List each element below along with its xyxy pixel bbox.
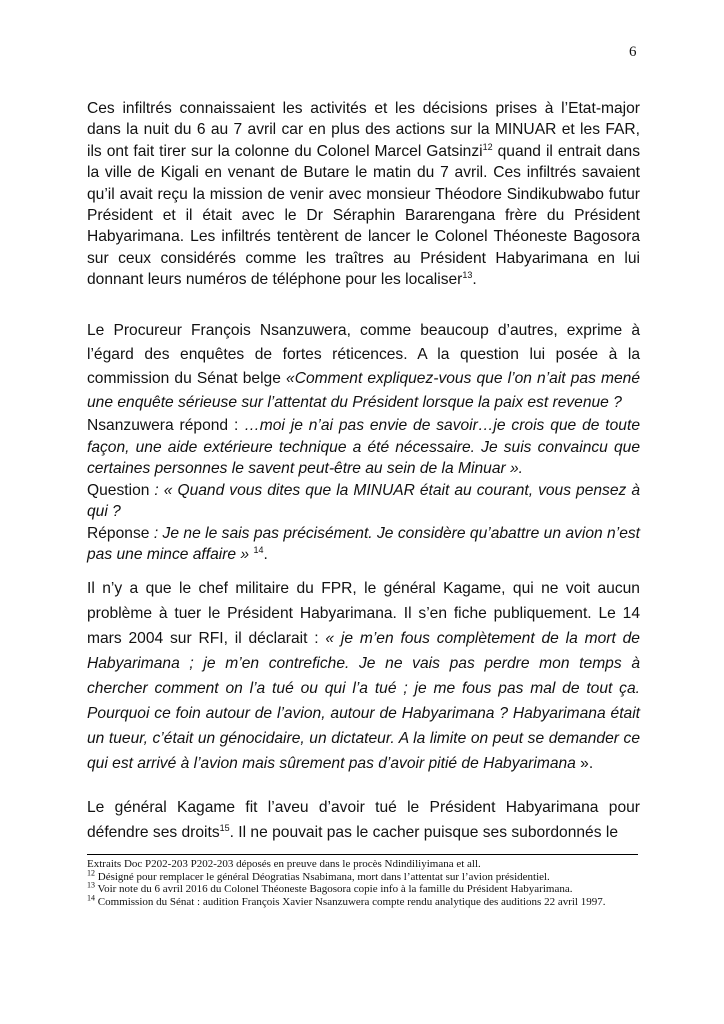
paragraph-kagame-rfi [87,576,640,776]
text: Il n’y a que le chef militaire du FPR, le général Kagame, qui ne voit aucun problème à tuer le Président Habyarimana. Il s’en fiche publiquement. Le 14 mars 2004 sur RFI, il déclarait : [87,580,640,647]
footnote-12 [87,867,640,884]
paragraph-kagame-aveu [87,795,640,845]
footnote-number: 14 [87,893,95,903]
footnote-text: Désigné pour remplacer le général Déogratias Nsabimana, mort dans l’attentat sur l’avion présidentiel. [95,870,550,883]
text: Nsanzuwera répond : [87,417,245,434]
paragraph-nsanzuwera [87,319,640,566]
page-number: 6 [629,44,637,60]
quote: : Je ne le sais pas précisément. Je considère qu’abattre un avion n’est pas une mince affaire » [87,524,640,563]
footnote-separator [87,854,638,855]
text: Ces infiltrés connaissaient les activités et les décisions prises à l’Etat-major dans la nuit du 6 au 7 avril car en plus des actions sur la MINUAR et les FAR, ils ont fait tirer sur la colonne du Colonel Marcel Gatsinzi [87,100,640,160]
footnote-ref-13: 13 [462,270,473,281]
footnote-ref-12: 12 [482,141,493,152]
text: Le général Kagame fit l’aveu d’avoir tué le Président Habyarimana pour défendre ses droits [87,799,640,841]
footnote-ref-15: 15 [219,822,230,833]
footnote-number: 12 [87,867,95,877]
footnote-ref-14: 14 [253,544,264,555]
footnote-text: Commission du Sénat : audition François Xavier Nsanzuwera compte rendu analytique des auditions 22 avril 1997. [95,895,606,908]
footnote-14 [87,893,640,909]
text: Question [87,481,150,499]
text: . Il ne pouvait pas le cacher puisque ses subordonnés le [229,824,618,841]
paragraph-infiltres [87,98,640,291]
text: Réponse [87,524,150,542]
footnote-13 [87,880,640,896]
quote: …moi je n’ai pas envie de savoir…je crois que de toute façon, une aide extérieure technique a été nécessaire. Je suis convaincu que certaines personnes le savent peut-être au sein de la Minuar ». [87,417,640,477]
quote: : « Quand vous dites que la MINUAR était au courant, vous pensez à qui ? [87,481,640,520]
text: quand il entrait dans la ville de Kigali en venant de Butare le matin du 7 avril. Ces infiltrés savaient qu’il avait reçu la mission de venir avec monsieur Théodore Sindikubwabo futur Président et il était avec le Dr Séraphin Bararengana frère du Président Habyarimana. Les infiltrés tentèrent de lancer le Colonel Théoneste Bagosora sur ceux considérés comme les traîtres au Président Habyarimana en lui donnant leurs numéros de téléphone pour les localiser [87,142,641,289]
text: ». [575,755,594,772]
quote: «Comment expliquez-vous que l’on n’ait pas mené une enquête sérieuse sur l’attentat du Président lorsque la paix est revenue ? [87,370,640,411]
text: Le Procureur François Nsanzuwera, comme beaucoup d’autres, exprime à l’égard des enquêtes de fortes réticences. A la question lui posée à la commission du Sénat belge [87,322,640,387]
text: . [472,271,477,289]
footnote-number: 13 [87,880,95,890]
footnote-text: Voir note du 6 avril 2016 du Colonel Théoneste Bagosora copie info à la famille du Président Habyarimana. [95,883,573,896]
quote: « je m’en fous complètement de la mort de Habyarimana ; je m’en contrefiche. Je ne vais pas perdre mon temps à chercher comment on l’a tué ou qui l’a tué ; je me fous pas mal de tout ça. Pourquoi ce foin autour de l’avion, autour de Habyarimana ? Habyarimana était un tueur, c’était un génocidaire, un dictateur. A la limite on peut se demander ce qui est arrivé à l’avion mais sûrement pas d’avoir pitié de Habyarimana [87,630,640,772]
footnote-source: Extraits Doc P202-203 P202-203 déposés en preuve dans le procès Ndindiliyimana et all. [87,858,481,870]
text: . [263,546,268,563]
footnotes [87,858,640,908]
